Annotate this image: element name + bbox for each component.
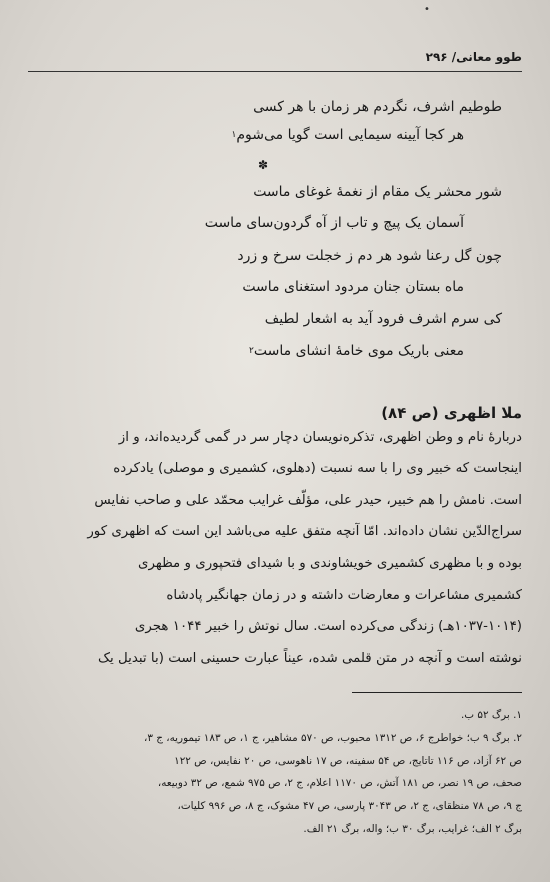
footnote-2-line-1: ۲. برگ ۹ ب؛ خواطرج ۶، ص ۱۳۱۲ محبوب، ص ۵۷۰ مشاهیر، ج ۱، ص ۱۸۳ تیموریه، ج ۳، (143, 732, 522, 744)
paragraph-line-1: دربارهٔ نام و وطن اظهری، تذکره‌نویسان دچار سر در گمی گردیده‌اند، و از (118, 430, 522, 445)
section-title: ملا اظهری (ص ۸۴) (381, 404, 522, 422)
paragraph-line-4: سراج‌الدّین نشان داده‌اند. امّا آنچه متفق علیه می‌باشد این است که اظهری کور (87, 524, 522, 539)
poem1-line-2-text: هر کجا آیینه سیمایی است گویا می‌شوم (236, 127, 464, 143)
separator-star: ✽ (258, 158, 269, 172)
header-rule (28, 71, 522, 72)
paragraph-line-2: اینجاست که خبیر وی را با سه نسبت (دهلوی، کشمیری و موصلی) یادکرده (113, 461, 522, 476)
poem2-line-5: کی سرم اشرف فرود آید به اشعار لطیف (264, 311, 502, 327)
footnote-rule (352, 692, 522, 693)
poem1-line-1: طوطیم اشرف، نگردم هر زمان با هر کسی (253, 99, 502, 115)
poem2-line-6 (249, 341, 464, 361)
footnote-2-line-3: صحف، ص ۱۹ نصر، ص ۱۸۱ آتش، ص ۱۱۷۰ اعلام، ج ۲، ص ۹۷۵ شمع، ص ۳۲ دوبیعه، (157, 777, 522, 789)
poem2-line-4: ماه بستان جنان مردود استغنای ماست (242, 279, 464, 295)
footnote-2-line-5: برگ ۲ الف؛ غرایب، برگ ۳۰ ب؛ واله، برگ ۲۱ الف. (303, 823, 522, 835)
poem1-line-2 (232, 125, 464, 145)
footnote-ref-1: ۱ (231, 130, 237, 140)
running-header: طوو معانی/ ۲۹۶ (425, 50, 522, 64)
footnote-2-line-4: ج ۹، ص ۷۸ منظقای، ج ۲، ص ۳۰۴۳ پارسی، ص ۴۷ مشوک، ج ۸، ص ۹۹۶ کلیات، (177, 800, 522, 812)
poem2-line-6-text: معنی باریک موی خامهٔ انشای ماست (253, 343, 464, 359)
footnote-2-line-2: ص ۶۲ آزاد، ص ۱۱۶ تاتایج، ص ۵۴ سفینه، ص ۱۷ ناهوسی، ص ۲۰ نفایس، ص ۱۲۲ (174, 755, 522, 767)
paragraph-line-7: (۱۰۳۷-۱۰۱۴هـ) زندگی می‌کرده است. سال نوتش را خبیر ۱۰۴۴ هجری (134, 619, 522, 634)
paragraph-line-6: کشمیری مشاعرات و معارضات داشته و در زمان جهانگیر پادشاه (166, 588, 522, 603)
page-top-mark: • (424, 4, 430, 15)
paragraph-line-8: نوشته است و آنچه در متن قلمی شده، عیناً عبارت حسینی است (با تبدیل یک (98, 651, 522, 666)
paragraph-line-3: است. نامش را هم خبیر، حیدر علی، مؤلّف غرایب محمّد علی و صاحب نفایس (94, 493, 522, 508)
poem2-line-1: شور محشر یک مقام از نغمهٔ غوغای ماست (253, 184, 502, 200)
footnote-ref-2: ۲ (249, 346, 254, 356)
poem2-line-2: آسمان یک پیچ و تاب از آه گردون‌سای ماست (204, 215, 464, 231)
footnote-1: ۱. برگ ۵۲ ب. (461, 709, 522, 721)
poem2-line-3: چون گل رعنا شود هر دم ز خجلت سرخ و زرد (237, 248, 502, 264)
paragraph-line-5: بوده و با مظهری کشمیری خویشاوندی و با شیدای فتحپوری و مظهری (138, 556, 522, 571)
